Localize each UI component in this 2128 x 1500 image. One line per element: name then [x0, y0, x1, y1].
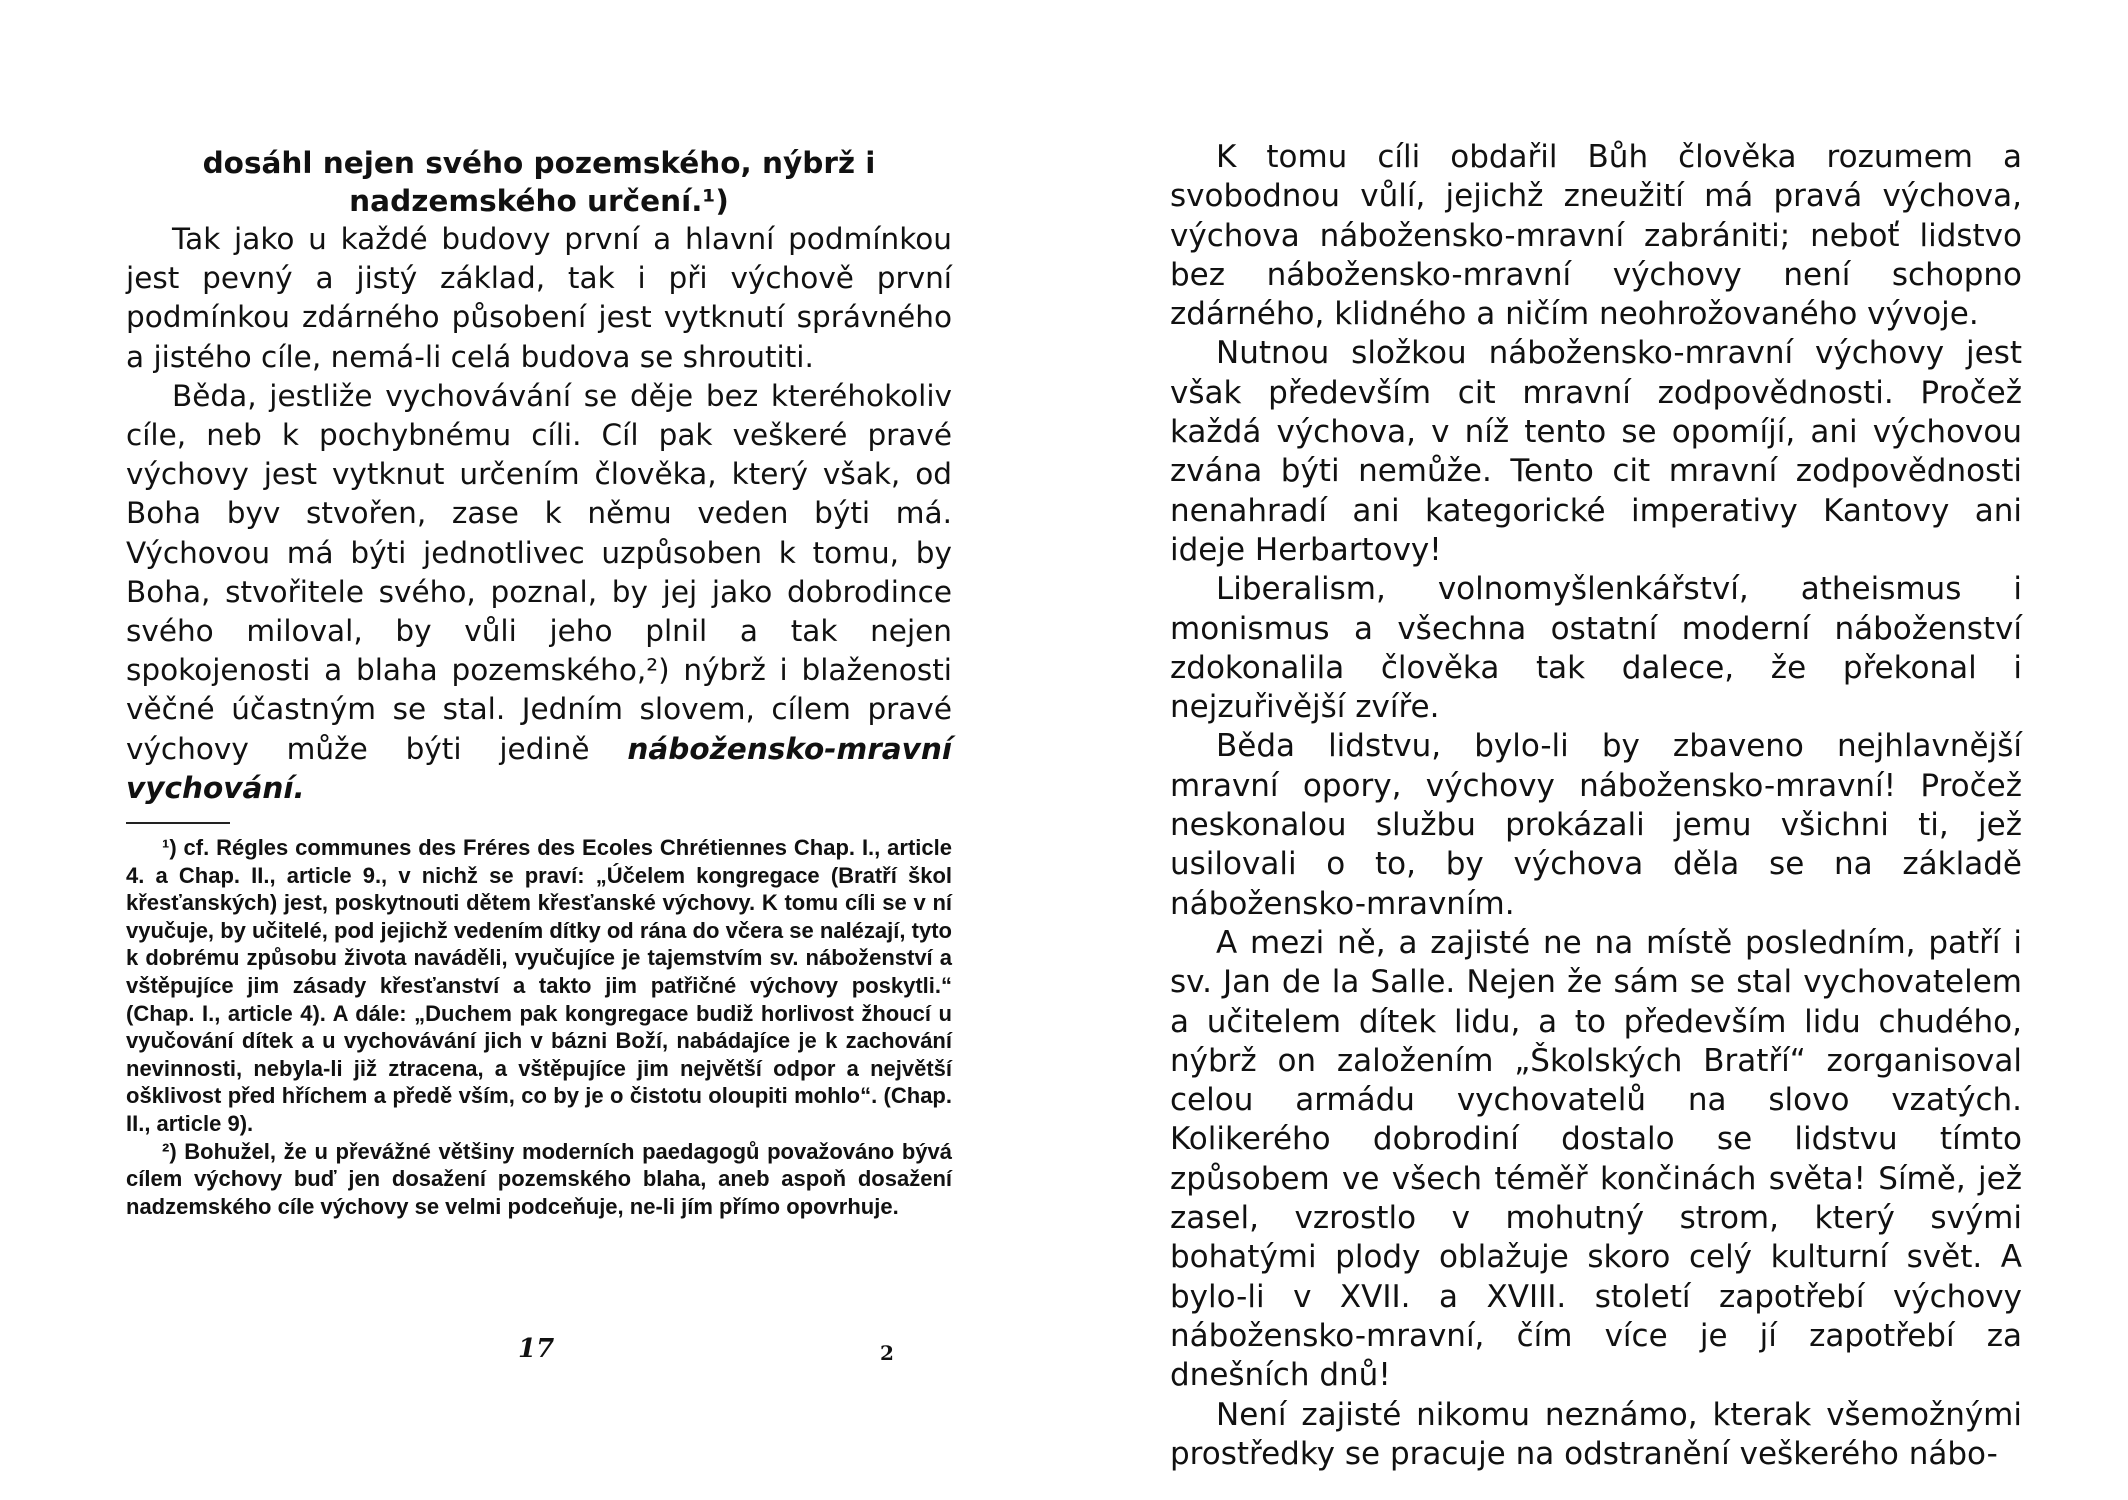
- right-paragraph-2: Nutnou složkou nábožensko-mravní výchovy jest však především cit mravní zodpovědnosti. Pročež každá výchova, v níž tento se opomíjí, ani výchovou zvána býti nemůže. Tento cit mravní zodpovědnosti nenahradí ani kategorické imperativy Kantovy ani ideje Herbartovy!: [1170, 335, 2022, 568]
- right-text-column: [1170, 138, 2022, 1474]
- right-page: [1064, 0, 2128, 1500]
- left-paragraph-2: [126, 377, 952, 808]
- page-number: 17: [518, 1334, 555, 1364]
- emphasis-text: nábožensko-mravní vychování.: [126, 731, 952, 805]
- footnote-1: ¹) cf. Régles communes des Fréres des Ecoles Chrétiennes Chap. I., article 4. a Chap. II., article 9., v nichž se praví: „Účelem kongregace (Bratří škol křesťanských) jest, poskytnouti dětem křesťanské výchovy. K tomu cíli se v ní vyučuje, by učitelé, pod jejichž vedením dítky od rána do včera se nalézají, tyto k dobrému způsobu života naváděli, vyučujíce je tajemstvím sv. náboženství a vštěpujíce jim zásady křesťanství a takto jim patřičné výchovy poskytli.“ (Chap. I., article 4). A dále: „Duchem pak kongregace budiž horlivost žhoucí u vyučování dítek a u vychovávání jich v bázni Boží, nabádajíce je k zachování nevinnosti, nebyla-li již ztracena, a vštěpujíce jim největší odpor a největší ošklivost před hříchem a předě vším, co by je o čistotu oloupiti mohlo“. (Chap. II., article 9).: [126, 835, 952, 1136]
- footnote-2: ²) Bohužel, že u převážné většiny moderních paedagogů považováno bývá cílem výchovy buď jen dosažení pozemského blaha, aneb aspoň dosažení nadzemského cíle výchovy se velmi podceňuje, ne-li jím přímo opovrhuje.: [126, 1138, 952, 1219]
- right-paragraph-1: K tomu cíli obdařil Bůh člověka rozumem a svobodnou vůlí, jejichž zneužití má pravá výchova, výchova nábožensko-mravní zabrániti; neboť lidstvo bez nábožensko-mravní výchovy není schopno zdárného, klidného a ničím neohrožovaného vývoje.: [1170, 139, 2022, 333]
- right-paragraph-6: Není zajisté nikomu neznámo, kterak všemožnými prostředky se pracuje na odstranění veškerého nábo-: [1170, 1396, 2022, 1472]
- left-text-column: [126, 144, 952, 1220]
- right-paragraph-5: A mezi ně, a zajisté ne na místě posledním, patří i sv. Jan de la Salle. Nejen že sám se stal vychovatelem a učitelem dítek lidu, a to především lidu chudého, nýbrž on založením „Školských Bratří“ zorganisoval celou armádu vychovatelů na slovo vzatých. Kolikerého dobrodiní dostalo se lidstvu tímto způsobem ve všech téměř končinách světa! Símě, jež zasel, vzrostlo v mohutný strom, který svými bohatými plody oblažuje skoro celý kulturní svět. A bylo-li v XVII. a XVIII. století zapotřebí výchovy nábožensko-mravní, čím více je jí zapotřebí za dnešních dnů!: [1170, 924, 2022, 1394]
- left-heading: dosáhl nejen svého pozemského, nýbrž i nadzemského určení.¹): [202, 146, 876, 218]
- left-paragraph-1: Tak jako u každé budovy první a hlavní podmínkou jest pevný a jistý základ, tak i při výchově první podmínkou zdárného působení jest vytknutí správného a jistého cíle, nemá-li celá budova se shroutiti.: [126, 222, 952, 374]
- left-paragraph-2-text: Běda, jestliže vychovávání se děje bez kteréhokoliv cíle, neb k pochybnému cíli. Cíl pak veškeré pravé výchovy jest vytknut určením člověka, který však, od Boha byv stvořen, zase k němu veden býti má. Výchovou má býti jednotlivec uzpůsoben k tomu, by Boha, stvořitele svého, poznal, by jej jako dobrodince svého miloval, by vůli jeho plnil a tak nejen spokojenosti a blaha pozemského,²) nýbrž i blaženosti věčné účastným se stal. Jedním slovem, cílem pravé výchovy může býti jedině: [126, 378, 952, 766]
- right-paragraph-3: Liberalism, volnomyšlenkářství, atheismus i monismus a všechna ostatní moderní náboženství zdokonalila člověka tak dalece, že překonal i nejzuřivější zvíře.: [1170, 571, 2022, 726]
- right-paragraph-4: Běda lidstvu, bylo-li by zbaveno nejhlavnější mravní opory, výchovy nábožensko-mravní! Pročež neskonalou službu prokázali jemu všichni ti, jež usilovali o to, by výchova děla se na základě nábožensko-mravním.: [1170, 728, 2022, 922]
- signature-mark: 2: [880, 1341, 894, 1365]
- footnote-rule: [126, 822, 230, 824]
